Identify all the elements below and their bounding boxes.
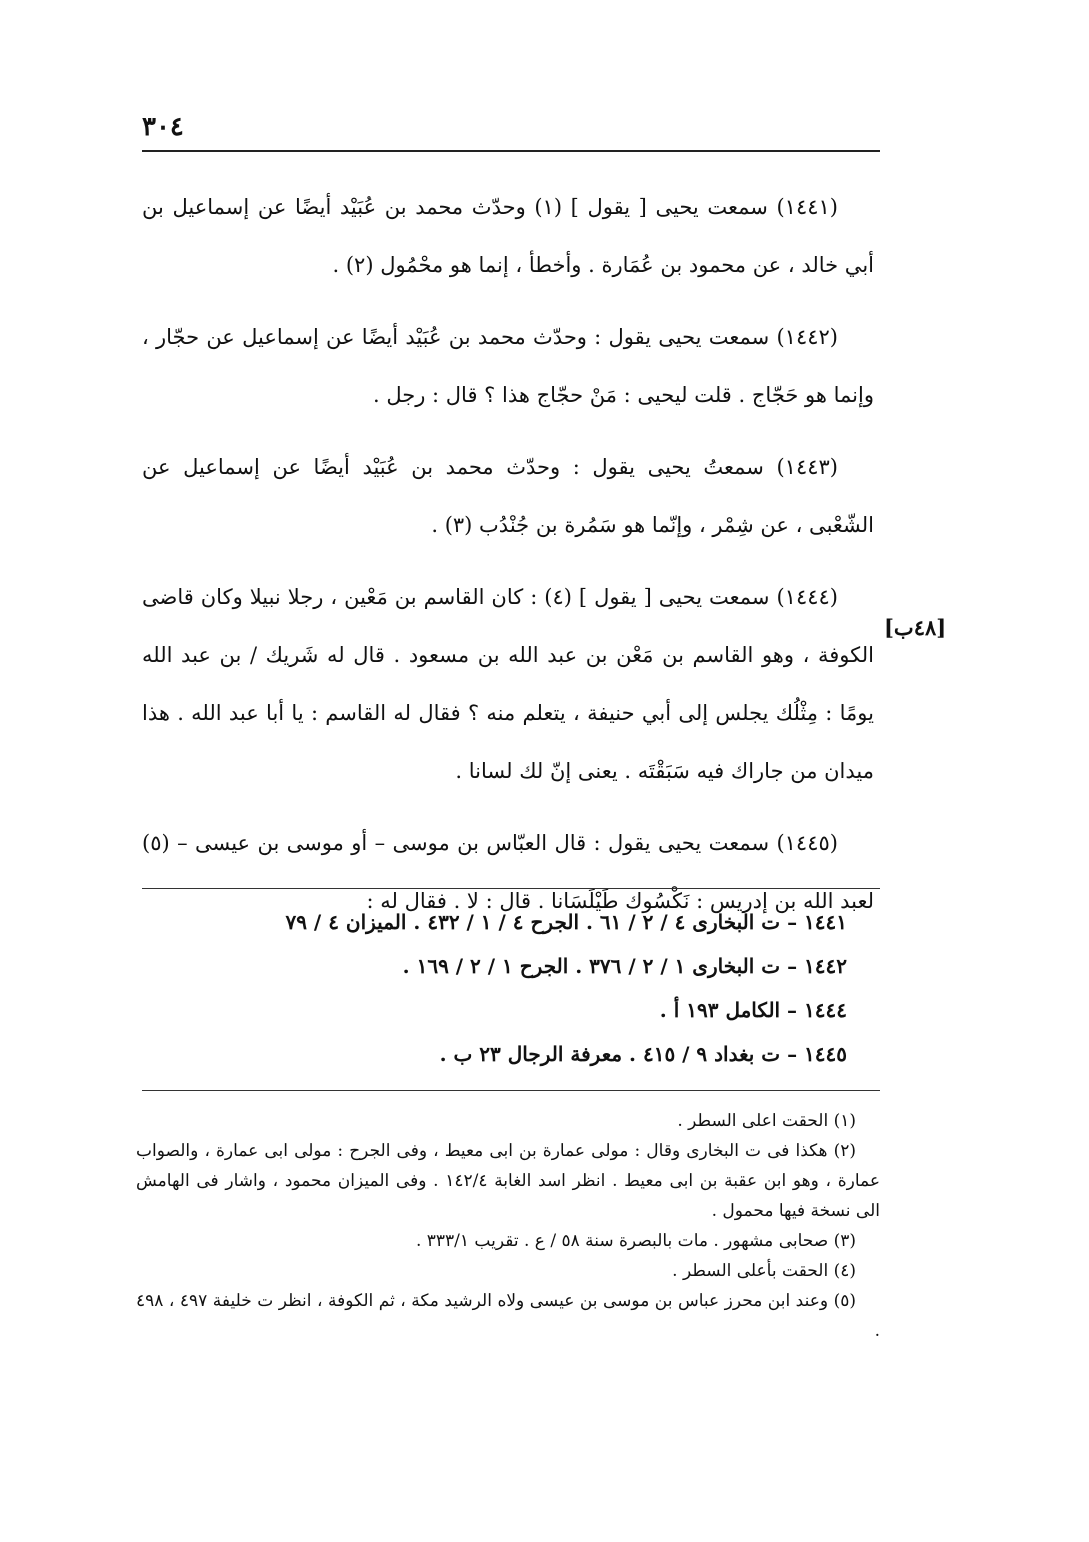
text-line: (١٤٤٣) سمعتُ يحيى يقول : وحدّث محمد بن عُبَيْد أيضًا عن إسماعيل — [183, 455, 838, 479]
footnote-item: (١) الحقت اعلى السطر . — [677, 1111, 856, 1131]
footnote-item: (٤) الحقت بأعلى السطر . — [672, 1261, 856, 1281]
text-line: إنّ لك لسانا . — [455, 759, 572, 783]
source-item: ١٤٤١ – ت البخارى ٤ / ٢ / ٦١ . الجرح ٤ / ١ / ٤٣٢ . الميزان ٤ / ٧٩ — [285, 910, 847, 934]
text-line: عيسى – (٥) لعبد الله بن إدريس : نَكْسُوك طَيْلَسَانا . قال : لا . فقال له : — [142, 831, 874, 913]
entry-paragraph — [142, 568, 874, 800]
entry-paragraph — [142, 438, 874, 554]
sources-list — [142, 900, 847, 1076]
text-line: (١٤٤٤) سمعت يحيى [ يقول ] (٤) : كان القاسم بن مَعْين ، رجلا نبيلا — [249, 585, 838, 609]
main-text — [142, 178, 874, 944]
sources-separator — [142, 888, 880, 889]
footnotes-list — [136, 1106, 880, 1346]
footnote-item: (٢) هكذا فى ت البخارى وقال : مولى عمارة بن ابى معيط ، وفى الجرح : مولى ابى عمارة ، والصواب عمارة ، وهو ابن عقبة بن ابى معيط . انظر اسد الغابة ١٤٢/٤ . وفى الميزان محمود ، واشار فى الهامش الى نسخة فيها محمول . — [136, 1141, 881, 1221]
entry-1444 — [142, 568, 874, 800]
source-item: ١٤٤٢ – ت البخارى ١ / ٢ / ٣٧٦ . الجرح ١ / ٢ / ١٦٩ . — [402, 954, 847, 978]
source-item: ١٤٤٤ – الكامل ١٩٣ أ . — [659, 998, 847, 1022]
entry-1442 — [142, 308, 874, 424]
text-line: (١٤٤٢) سمعت يحيى يقول : وحدّث محمد بن عُبَيْد أيضًا عن إسماعيل — [242, 325, 838, 349]
text-line: (١٤٤٥) سمعت يحيى يقول : قال العبّاس بن موسى – أو موسى بن — [257, 831, 838, 855]
entry-1441 — [142, 178, 874, 294]
footnotes-separator — [142, 1090, 880, 1091]
text-line: عن حجّار ، وإنما هو حَجّاج . قلت ليحيى : مَنْ حجّاج هذا ؟ قال : رجل . — [142, 325, 874, 407]
text-line: عن الشّعْبى ، عن شِمْر ، وإنّما هو سَمُرة بن جُنْدُب (٣) . — [142, 455, 874, 537]
entry-paragraph — [142, 308, 874, 424]
page-number: ٣٠٤ — [142, 112, 184, 142]
entry-1443 — [142, 438, 874, 554]
footnote-item: (٣) صحابى مشهور . مات بالبصرة سنة ٥٨ / ع . تقريب ٣٣٣/١ . — [415, 1231, 856, 1251]
source-item: ١٤٤٥ – ت بغداد ٩ / ٤١٥ . معرفة الرجال ٢٣ ب . — [439, 1042, 847, 1066]
margin-folio-note: [٤٨ب] — [884, 615, 947, 640]
text-line: فقال له القاسم : يا أبا عبد الله . هذا ميدان من جاراك فيه سَبَقْتَه . يعنى — [142, 701, 874, 783]
entry-paragraph — [142, 178, 874, 294]
text-line: شَريك / بن عبد الله يومًا : مِثْلُك يجلس إلى أبي حنيفة ، يتعلم منه ؟ — [142, 643, 874, 725]
text-line: (١٤٤١) سمعت يحيى [ يقول ] (١) وحدّث محمد بن عُبَيْد أيضًا عن — [257, 195, 838, 219]
footnote-item: (٥) وعند ابن محرز عباس بن موسى بن عيسى ولاه الرشيد مكة ، ثم الكوفة ، انظر ت خليفة ٤٩٧ ، ٤٩٨ . — [136, 1291, 880, 1341]
text-line: وكان قاضى الكوفة ، وهو القاسم بن مَعْن بن عبد الله بن مسعود . قال له — [142, 585, 874, 667]
text-line: إسماعيل بن أبي خالد ، عن محمود بن عُمَارة . وأخطأ ، إنما هو محْمُول (٢) . — [142, 195, 874, 277]
header-rule — [142, 150, 880, 152]
